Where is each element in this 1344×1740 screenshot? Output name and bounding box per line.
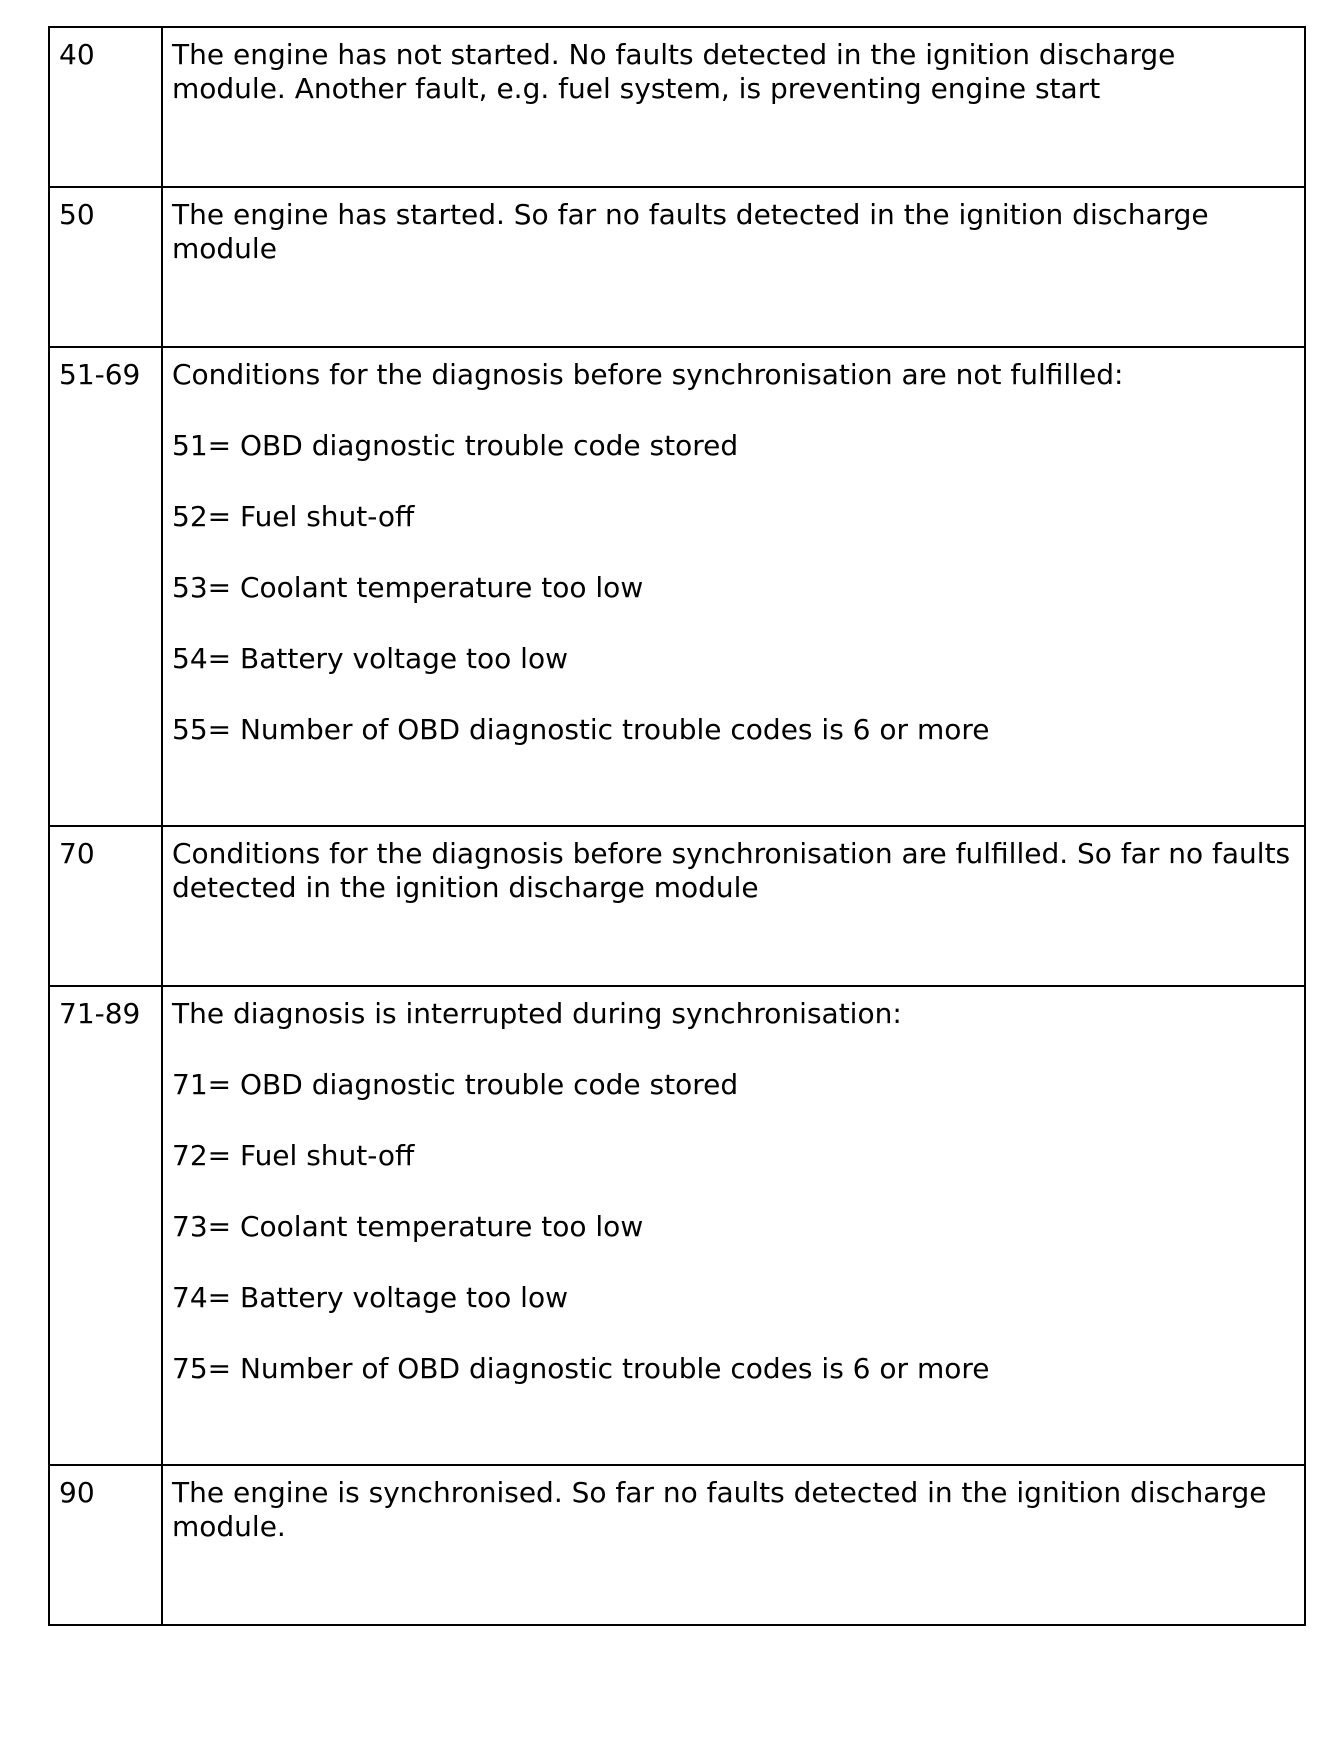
table-row bbox=[49, 347, 1305, 826]
list-item: 74= Battery voltage too low bbox=[172, 1281, 568, 1314]
table-row bbox=[49, 1465, 1305, 1625]
status-code-cell: 70 bbox=[49, 826, 162, 986]
status-code-cell: 40 bbox=[49, 27, 162, 187]
status-code-cell: 90 bbox=[49, 1465, 162, 1625]
description-text: The engine has not started. No faults detected in the ignition discharge module. Another fault, e.g. fuel system, is preventing engine start bbox=[172, 38, 1176, 105]
description-text: The engine has started. So far no faults detected in the ignition discharge module bbox=[172, 198, 1209, 265]
list-item: 53= Coolant temperature too low bbox=[172, 571, 644, 604]
table-row bbox=[49, 27, 1305, 187]
table-row bbox=[49, 187, 1305, 347]
description-cell bbox=[162, 986, 1305, 1465]
table-row bbox=[49, 986, 1305, 1465]
list-item: 52= Fuel shut-off bbox=[172, 500, 415, 533]
description-cell bbox=[162, 1465, 1305, 1625]
list-item: 71= OBD diagnostic trouble code stored bbox=[172, 1068, 739, 1101]
status-code-table bbox=[48, 26, 1306, 1626]
description-text: The diagnosis is interrupted during synchronisation: bbox=[172, 997, 902, 1030]
list-item: 54= Battery voltage too low bbox=[172, 642, 568, 675]
description-cell bbox=[162, 826, 1305, 986]
status-code-cell: 50 bbox=[49, 187, 162, 347]
description-cell bbox=[162, 27, 1305, 187]
list-item: 73= Coolant temperature too low bbox=[172, 1210, 644, 1243]
list-item: 55= Number of OBD diagnostic trouble codes is 6 or more bbox=[172, 713, 990, 746]
description-text: The engine is synchronised. So far no faults detected in the ignition discharge module. bbox=[172, 1476, 1267, 1543]
status-code-cell: 71-89 bbox=[49, 986, 162, 1465]
list-item: 72= Fuel shut-off bbox=[172, 1139, 415, 1172]
description-text: Conditions for the diagnosis before synchronisation are not fulfilled: bbox=[172, 358, 1124, 391]
description-cell bbox=[162, 187, 1305, 347]
list-item: 51= OBD diagnostic trouble code stored bbox=[172, 429, 739, 462]
description-text: Conditions for the diagnosis before synchronisation are fulfilled. So far no faults detected in the ignition discharge module bbox=[172, 837, 1291, 904]
description-cell bbox=[162, 347, 1305, 826]
list-item: 75= Number of OBD diagnostic trouble codes is 6 or more bbox=[172, 1352, 990, 1385]
status-code-cell: 51-69 bbox=[49, 347, 162, 826]
table-row bbox=[49, 826, 1305, 986]
